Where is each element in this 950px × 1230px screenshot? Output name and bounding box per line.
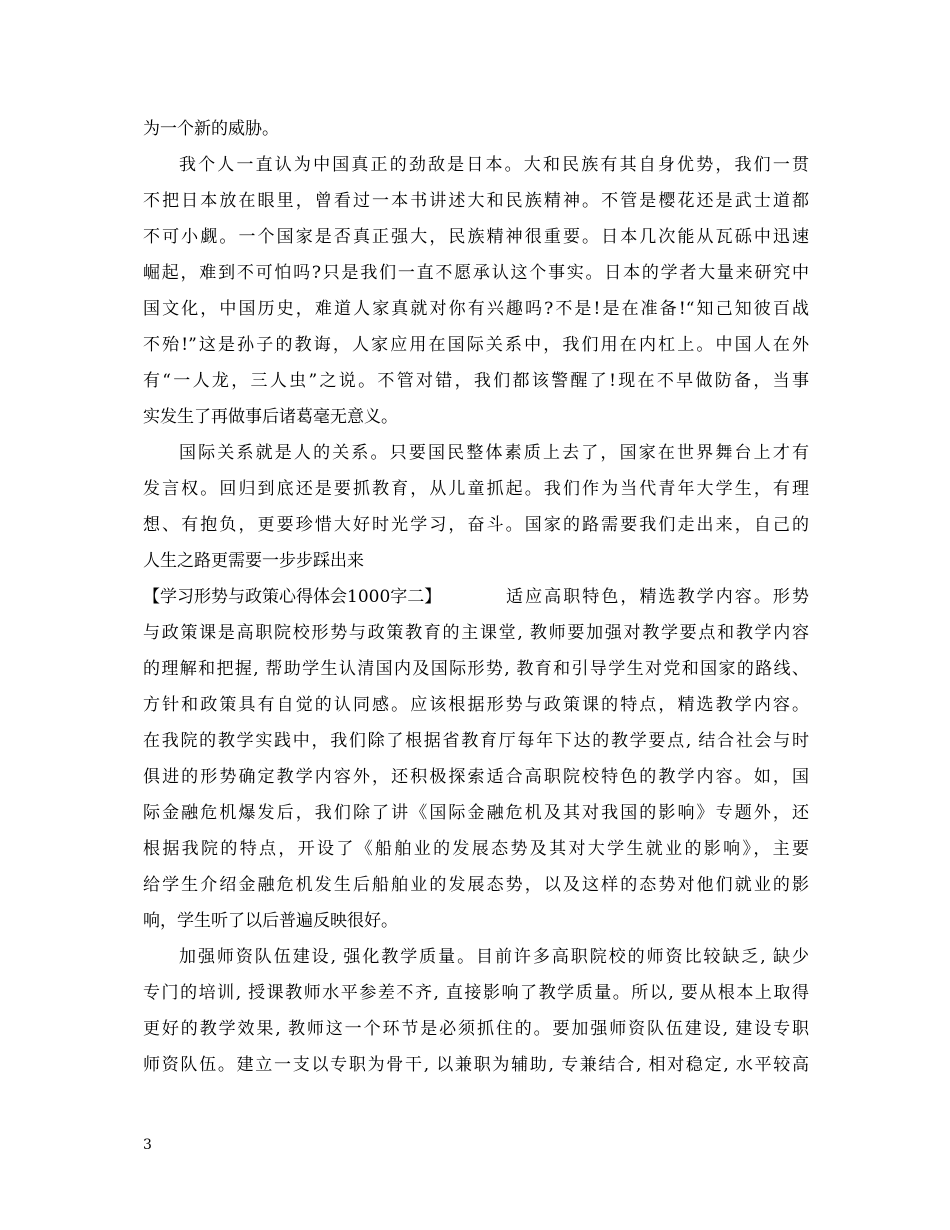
text-line (0, 363, 950, 399)
paragraph-line: 与政策课是高职院校形势与政策教育的主课堂, 教师要加强对教学要点和教学内容 (143, 623, 809, 643)
paragraph-line: 为一个新的威胁。 (143, 119, 279, 139)
paragraph-line: 加强师资队伍建设, 强化教学质量。目前许多高职院校的师资比较缺乏, 缺少 (179, 947, 809, 967)
text-line (0, 651, 950, 687)
paragraph-line: 俱进的形势确定教学内容外，还积极探索适合高职院校特色的教学内容。如，国 (143, 767, 809, 787)
paragraph-line: 想、有抱负，更要珍惜大好时光学习，奋斗。国家的路需要我们走出来，自己的 (143, 515, 809, 535)
text-line (0, 291, 950, 327)
paragraph-line: 实发生了再做事后诸葛毫无意义。 (143, 407, 398, 427)
paragraph-line: 师资队伍。建立一支以专职为骨干, 以兼职为辅助, 专兼结合, 相对稳定, 水平较高 (143, 1055, 809, 1075)
text-line (0, 1011, 950, 1047)
paragraph-line: 专门的培训, 授课教师水平参差不齐, 直接影响了教学质量。所以, 要从根本上取得 (143, 983, 809, 1003)
text-line (0, 1047, 950, 1083)
paragraph-line: 响，学生听了以后普遍反映很好。 (143, 911, 398, 931)
paragraph-line: 在我院的教学实践中，我们除了根据省教育厅每年下达的教学要点, 结合社会与时 (143, 731, 809, 751)
paragraph-line: 国文化，中国历史，难道人家真就对你有兴趣吗?不是!是在准备!“知己知彼百战 (143, 299, 809, 319)
paragraph-line: 际金融危机爆发后，我们除了讲《国际金融危机及其对我国的影响》专题外，还 (143, 803, 809, 823)
paragraph-line: 国际关系就是人的关系。只要国民整体素质上去了，国家在世界舞台上才有 (179, 443, 809, 463)
text-line (0, 975, 950, 1011)
text-line (0, 255, 950, 291)
paragraph-line: 适应高职特色，精选教学内容。形势 (506, 587, 809, 607)
paragraph-line: 不殆!”这是孙子的教诲，人家应用在国际关系中，我们用在内杠上。中国人在外 (143, 335, 809, 355)
paragraph-line: 不可小觑。一个国家是否真正强大，民族精神很重要。日本几次能从瓦砾中迅速 (143, 227, 809, 247)
paragraph-line: 不把日本放在眼里，曾看过一本书讲述大和民族精神。不管是樱花还是武士道都 (143, 191, 809, 211)
text-line (0, 903, 950, 939)
text-line (0, 435, 950, 471)
paragraph-line: 方针和政策具有自觉的认同感。应该根据形势与政策课的特点，精选教学内容。 (143, 695, 809, 715)
text-line (0, 147, 950, 183)
text-line (0, 507, 950, 543)
text-line (0, 687, 950, 723)
text-line (0, 471, 950, 507)
paragraph-line: 给学生介绍金融危机发生后船舶业的发展态势，以及这样的态势对他们就业的影 (143, 875, 809, 895)
text-line (0, 111, 950, 147)
text-line (0, 759, 950, 795)
paragraph-line: 的理解和把握, 帮助学生认清国内及国际形势, 教育和引导学生对党和国家的路线、 (143, 659, 809, 679)
paragraph-line: 更好的教学效果, 教师这一个环节是必须抓住的。要加强师资队伍建设, 建设专职 (143, 1019, 809, 1039)
text-line (0, 543, 950, 579)
page-number: 3 (143, 1137, 152, 1153)
paragraph-line: 崛起，难到不可怕吗?只是我们一直不愿承认这个事实。日本的学者大量来研究中 (143, 263, 809, 283)
paragraph-line: 发言权。回归到底还是要抓教育，从儿童抓起。我们作为当代青年大学生，有理 (143, 479, 809, 499)
text-line (0, 183, 950, 219)
text-line (0, 831, 950, 867)
text-line (0, 795, 950, 831)
paragraph-line: 有“一人龙，三人虫”之说。不管对错，我们都该警醒了!现在不早做防备，当事 (143, 371, 809, 391)
text-line (0, 939, 950, 975)
text-line (0, 219, 950, 255)
text-line (0, 579, 950, 615)
text-line (0, 399, 950, 435)
section-heading: 【学习形势与政策心得体会1000字二】 (143, 587, 442, 607)
text-line (0, 867, 950, 903)
paragraph-line: 我个人一直认为中国真正的劲敌是日本。大和民族有其自身优势，我们一贯 (179, 155, 809, 175)
paragraph-line: 根据我院的特点，开设了《船舶业的发展态势及其对大学生就业的影响》，主要 (143, 839, 809, 859)
text-line (0, 615, 950, 651)
text-line (0, 327, 950, 363)
paragraph-line: 人生之路更需要一步步踩出来 (143, 551, 364, 571)
text-line (0, 723, 950, 759)
